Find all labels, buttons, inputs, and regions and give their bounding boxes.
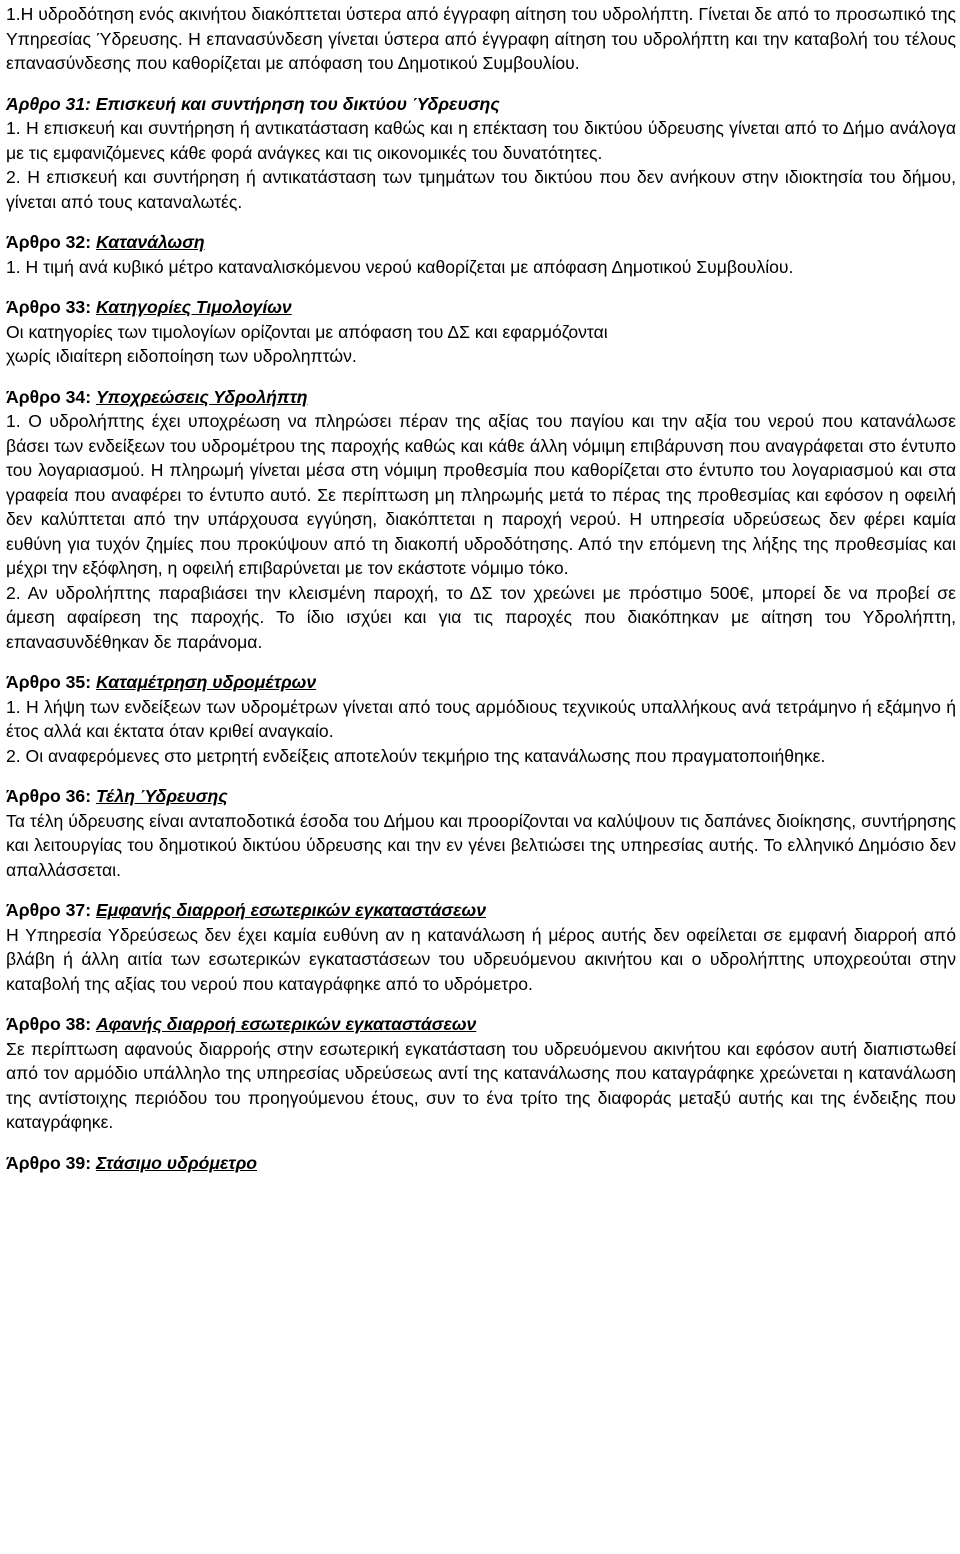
article-38-heading bbox=[6, 1012, 956, 1037]
article-35 bbox=[6, 670, 956, 768]
article-34-number: Άρθρο 34: bbox=[6, 386, 96, 407]
article-37-paragraph-1: Η Υπηρεσία Υδρεύσεως δεν έχει καμία ευθύνη αν η κατανάλωση ή μέρος αυτής δεν οφείλεται σε εμφανή διαρροή από βλάβη ή άλλη αιτία των εσωτερικών εγκαταστάσεων του υδρευόμενου ακινήτου και ο υδρολήπτης υποχρεούται στην καταβολή της αξίας του νερού που καταγράφηκε από το υδρόμετρο. bbox=[6, 924, 956, 994]
article-39-heading bbox=[6, 1151, 956, 1176]
document-page bbox=[6, 2, 956, 1175]
article-39-title: Στάσιμο υδρόμετρο bbox=[95, 1152, 257, 1173]
article-32-heading bbox=[6, 230, 956, 255]
article-33-number: Άρθρο 33: bbox=[6, 297, 96, 317]
article-39-number: Άρθρο 39: bbox=[6, 1152, 96, 1173]
article-33 bbox=[6, 295, 956, 369]
article-37-number: Άρθρο 37: bbox=[6, 900, 96, 920]
article-31-paragraph-2: 2. Η επισκευή και συντήρηση ή αντικατάσταση των τμημάτων του δικτύου που δεν ανήκουν στην ιδιοκτησία του δήμου, γίνεται από τους καταναλωτές. bbox=[6, 167, 956, 212]
article-31 bbox=[6, 92, 956, 215]
article-32-paragraph-1: 1. Η τιμή ανά κυβικό μέτρο καταναλισκόμενου νερού καθορίζεται με απόφαση Δημοτικού Συμβουλίου. bbox=[6, 256, 794, 277]
article-37-title: Εμφανής διαρροή εσωτερικών εγκαταστάσεων bbox=[95, 900, 486, 920]
article-31-number: Άρθρο 31: bbox=[6, 93, 96, 114]
article-32-title: Κατανάλωση bbox=[95, 232, 205, 252]
article-37-heading bbox=[6, 898, 956, 923]
article-35-number: Άρθρο 35: bbox=[6, 672, 96, 692]
paragraph-intro: 1.Η υδροδότηση ενός ακινήτου διακόπτεται ύστερα από έγγραφη αίτηση του υδρολήπτη. Γίνεται δε από το προσωπικό της Υπηρεσίας Ύδρευσης. Η επανασύνδεση γίνεται ύστερα από έγγραφη αίτηση του υδρολήπτη και την καταβολή του τέλους επανασύνδεσης που καθορίζεται με απόφαση του Δημοτικού Συμβουλίου. bbox=[6, 4, 956, 73]
article-35-paragraph-1: 1. Η λήψη των ενδείξεων των υδρομέτρων γίνεται από τους αρμόδιους τεχνικούς υπαλλήκους ανά τετράμηνο ή εξάμηνο ή έτος αλλά και έκτατα όταν κριθεί αναγκαίο. bbox=[6, 696, 956, 741]
article-39 bbox=[6, 1151, 956, 1176]
article-34 bbox=[6, 385, 956, 655]
article-34-title: Υποχρεώσεις Υδρολήπτη bbox=[95, 386, 308, 407]
article-33-paragraph-line-2: χωρίς ιδιαίτερη ειδοποίηση των υδροληπτών. bbox=[6, 346, 357, 366]
article-35-title: Καταμέτρηση υδρομέτρων bbox=[95, 672, 317, 692]
article-31-heading bbox=[6, 92, 956, 117]
article-33-paragraph-line-1: Οι κατηγορίες των τιμολογίων ορίζονται με απόφαση του ΔΣ και εφαρμόζονται bbox=[6, 321, 608, 342]
article-34-paragraph-1: 1. Ο υδρολήπτης έχει υποχρέωση να πληρώσει πέραν της αξίας του παγίου και την αξία του νερού που κατανάλωσε βάσει των ενδείξεων του υδρομέτρου της παροχής καθώς και κάθε άλλη νόμιμη επιβάρυνση που αναγράφεται στο έντυπο του λογαριασμού. Η πληρωμή γίνεται μέσα στη νόμιμη προθεσμία που καθορίζεται στο έντυπο του λογαριασμού και στα γραφεία που αναφέρει το έντυπο αυτό. Σε περίπτωση μη πληρωμής μετά το πέρας της προθεσμίας και εφόσον η οφειλή δεν καλύπτεται από την υπάρχουσα εγγύηση, διακόπτεται η παροχή νερού. Η υπηρεσία υδρεύσεως δεν φέρει καμία ευθύνη για τυχόν ζημίες που προκύψουν από τη διακοπή υδροδότησης. Από την επόμενη της λήξης της προθεσμίας και μέχρι την εξόφληση, η οφειλή επιβαρύνεται με τον εκάστοτε νόμιμο τόκο. bbox=[6, 411, 956, 578]
article-38 bbox=[6, 1012, 956, 1135]
article-31-title: Επισκευή και συντήρηση του δικτύου Ύδρευσης bbox=[95, 93, 500, 114]
article-31-paragraph-1: 1. Η επισκευή και συντήρηση ή αντικατάσταση καθώς και η επέκταση του δικτύου ύδρευσης γίνεται από το Δήμο ανάλογα με τις εμφανιζόμενες κάθε φορά ανάγκες και τις οικονομικές του δυνατότητες. bbox=[6, 118, 956, 163]
article-38-number: Άρθρο 38: bbox=[6, 1014, 96, 1034]
article-36 bbox=[6, 784, 956, 882]
article-36-paragraph-1: Τα τέλη ύδρευσης είναι ανταποδοτικά έσοδα του Δήμου και προορίζονται να καλύψουν τις δαπάνες διοίκησης, συντήρησης και λειτουργίας του δημοτικού δικτύου ύδρευσης και την εν γένει βελτιώσει της υπηρεσίας αυτής. Το ελληνικό Δημόσιο δεν απαλλάσσεται. bbox=[6, 810, 956, 880]
article-36-heading bbox=[6, 784, 956, 809]
article-34-heading bbox=[6, 385, 956, 410]
article-32-number: Άρθρο 32: bbox=[6, 232, 96, 252]
article-33-heading bbox=[6, 295, 956, 320]
article-33-title: Κατηγορίες Τιμολογίων bbox=[95, 297, 292, 317]
article-38-paragraph-1: Σε περίπτωση αφανούς διαρροής στην εσωτερική εγκατάσταση του υδρευόμενου ακινήτου και εφόσον αυτή διαπιστωθεί από τον αρμόδιο υπάλληλο της υπηρεσίας υδρεύσεως αντί της κατανάλωσης που καταγράφηκε χρεώνεται η κατανάλωση της αντίστοιχης περιόδου του προηγούμενου έτους, συν το ένα τρίτο της διαφοράς μεταξύ αυτής και της ένδειξης που καταγράφηκε. bbox=[6, 1038, 956, 1132]
article-38-title: Αφανής διαρροή εσωτερικών εγκαταστάσεων bbox=[95, 1014, 477, 1034]
article-36-number: Άρθρο 36: bbox=[6, 786, 96, 806]
article-34-paragraph-2: 2. Αν υδρολήπτης παραβιάσει την κλεισμένη παροχή, το ΔΣ τον χρεώνει με πρόστιμο 500€, μπορεί δε να προβεί σε άμεση αφαίρεση της παροχής. Το ίδιο ισχύει και για τις παροχές που διακόπηκαν με αίτηση του Υδρολήπτη, επανασυνδέθηκαν δε παράνομα. bbox=[6, 582, 956, 652]
article-37 bbox=[6, 898, 956, 996]
article-32 bbox=[6, 230, 956, 279]
article-35-paragraph-2: 2. Οι αναφερόμενες στο μετρητή ενδείξεις αποτελούν τεκμήριο της κατανάλωσης που πραγματοποιήθηκε. bbox=[6, 745, 826, 766]
article-35-heading bbox=[6, 670, 956, 695]
article-36-title: Τέλη Ύδρευσης bbox=[95, 786, 228, 806]
